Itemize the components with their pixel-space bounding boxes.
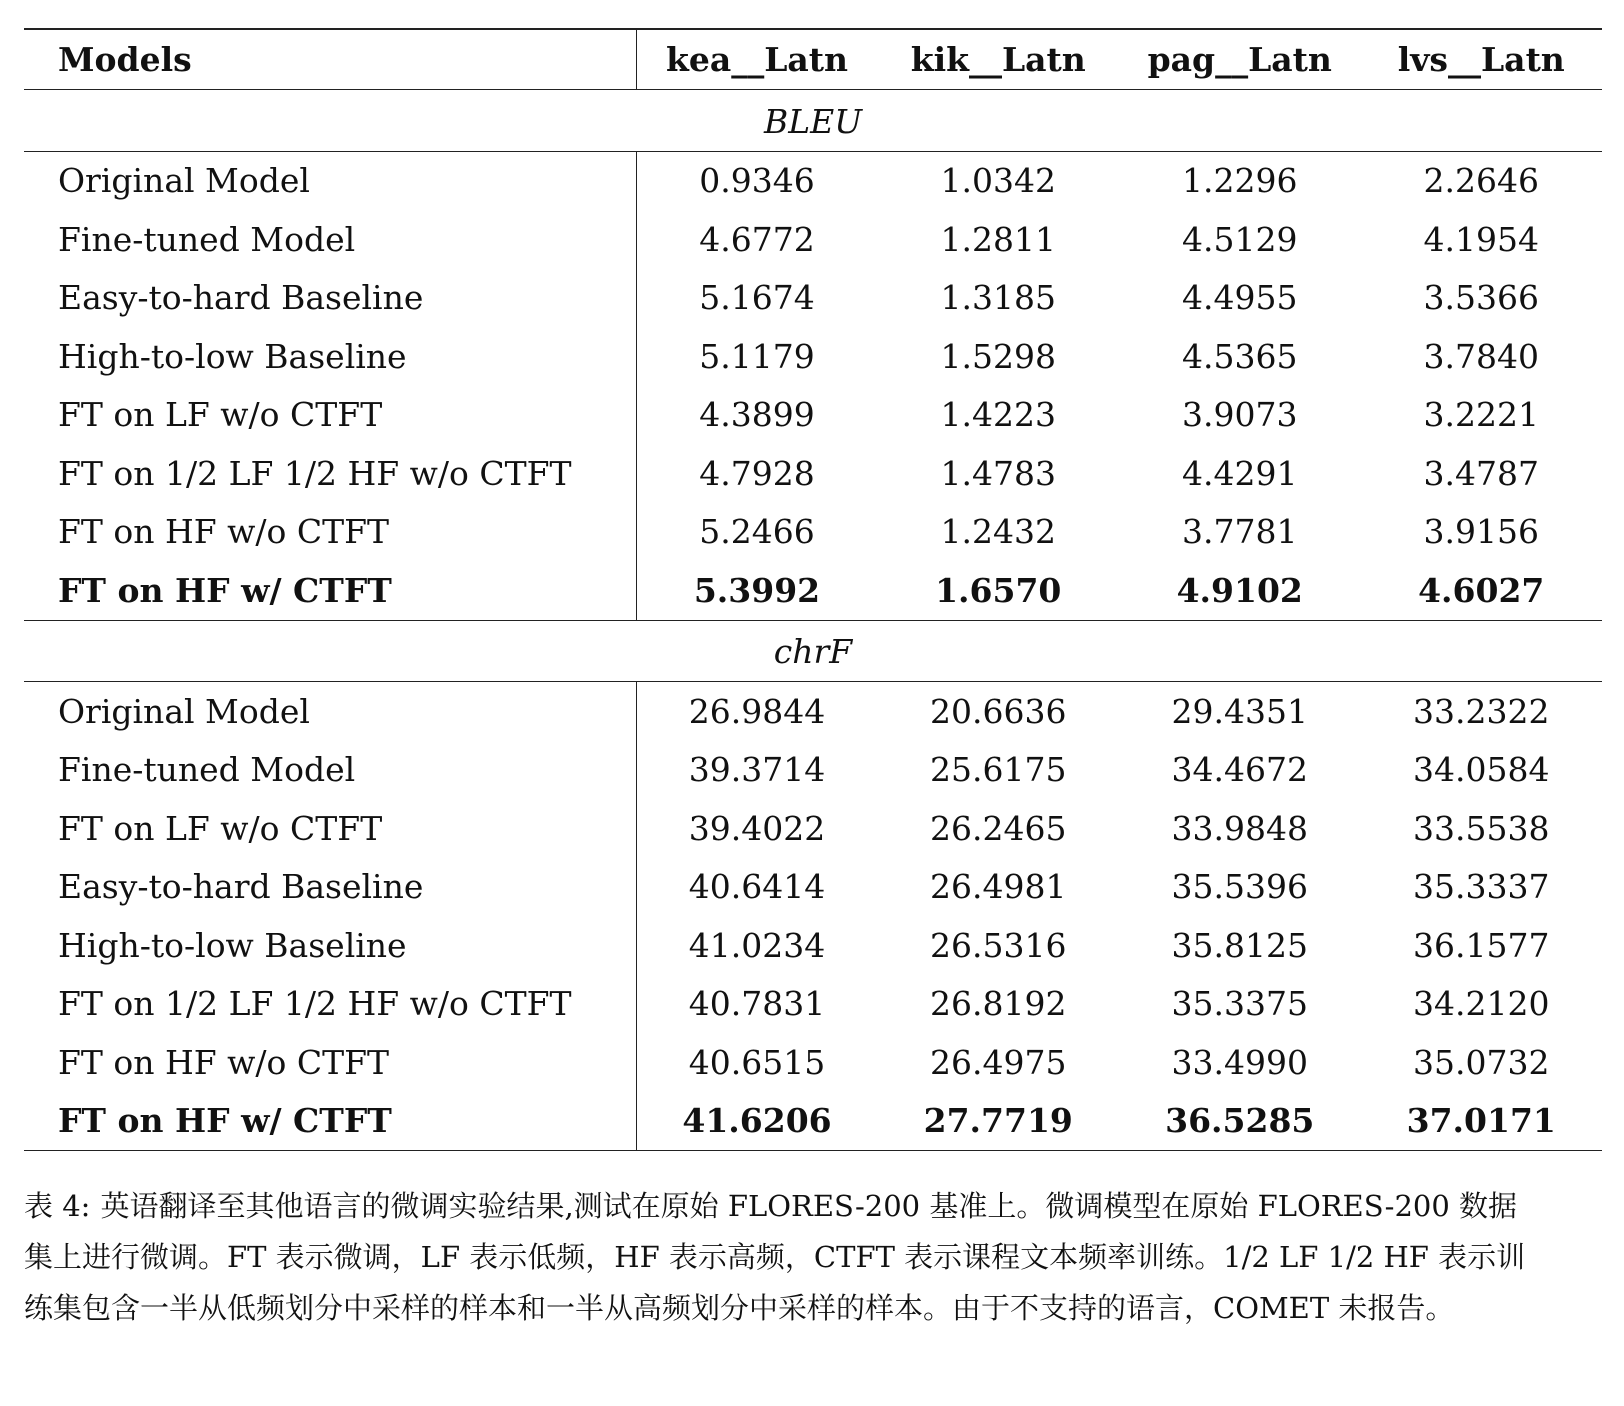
score-cell: 29.4351 — [1171, 691, 1308, 731]
table-row — [24, 975, 1602, 1034]
score-cell: 4.6772 — [699, 219, 815, 259]
score-cell: 26.4975 — [930, 1042, 1067, 1082]
table-row — [24, 327, 1602, 386]
table-row — [24, 151, 1602, 210]
score-cell: 36.1577 — [1413, 925, 1550, 965]
table-row — [24, 503, 1602, 562]
table-row — [24, 561, 1602, 620]
model-name-cell: FT on 1/2 LF 1/2 HF w/o CTFT — [24, 444, 636, 503]
score-cell: 1.2296 — [1182, 161, 1298, 201]
score-cell: 3.9156 — [1423, 512, 1539, 552]
score-cell: 40.6414 — [688, 867, 826, 907]
score-cell: 26.5316 — [930, 925, 1067, 965]
table-row — [24, 682, 1602, 741]
table-row — [24, 916, 1602, 975]
score-cell: 5.3992 — [636, 561, 878, 620]
score-cell: 37.0171 — [1361, 1092, 1603, 1151]
score-cell: 4.6027 — [1361, 561, 1603, 620]
score-cell: 4.3899 — [699, 395, 815, 435]
table-caption — [24, 1181, 1534, 1334]
model-name-cell: FT on HF w/ CTFT — [24, 561, 636, 620]
score-cell: 4.5365 — [1182, 336, 1298, 376]
model-name-cell: FT on HF w/o CTFT — [24, 1033, 636, 1092]
model-name-cell: High-to-low Baseline — [24, 916, 636, 975]
table-row — [24, 1033, 1602, 1092]
score-cell: 26.4981 — [930, 867, 1067, 907]
section-chrf — [24, 620, 1602, 1151]
column-header-pag: pag__Latn — [1119, 29, 1361, 90]
score-cell: 41.6206 — [636, 1092, 878, 1151]
score-cell: 20.6636 — [930, 691, 1067, 731]
score-cell: 35.0732 — [1413, 1042, 1550, 1082]
score-cell: 0.9346 — [699, 161, 815, 201]
table-row — [24, 741, 1602, 800]
table-row — [24, 858, 1602, 917]
score-cell: 3.2221 — [1423, 395, 1539, 435]
caption-label: 表 4: — [24, 1189, 91, 1223]
score-cell: 3.7840 — [1423, 336, 1539, 376]
score-cell: 36.5285 — [1119, 1092, 1361, 1151]
table-row — [24, 269, 1602, 328]
score-cell: 33.9848 — [1171, 808, 1308, 848]
score-cell: 3.7781 — [1182, 512, 1298, 552]
model-name-cell: FT on HF w/o CTFT — [24, 503, 636, 562]
section-header-row — [24, 620, 1602, 682]
score-cell: 26.9844 — [688, 691, 826, 731]
model-name-cell: FT on HF w/ CTFT — [24, 1092, 636, 1151]
score-cell: 41.0234 — [688, 925, 826, 965]
score-cell: 34.2120 — [1413, 984, 1550, 1024]
score-cell: 33.5538 — [1413, 808, 1550, 848]
model-name-cell: High-to-low Baseline — [24, 327, 636, 386]
score-cell: 1.2811 — [940, 219, 1056, 259]
score-cell: 39.3714 — [688, 750, 826, 790]
section-metric-label: chrF — [24, 620, 1602, 682]
score-cell: 4.9102 — [1119, 561, 1361, 620]
column-header-kik: kik__Latn — [878, 29, 1120, 90]
column-header-models: Models — [24, 29, 636, 90]
score-cell: 1.3185 — [940, 278, 1056, 318]
model-name-cell: FT on LF w/o CTFT — [24, 799, 636, 858]
score-cell: 1.4783 — [940, 453, 1056, 493]
score-cell: 26.2465 — [930, 808, 1067, 848]
score-cell: 35.3375 — [1171, 984, 1308, 1024]
model-name-cell: FT on LF w/o CTFT — [24, 386, 636, 445]
score-cell: 5.1674 — [699, 278, 815, 318]
score-cell: 4.4955 — [1182, 278, 1298, 318]
column-header-lvs: lvs__Latn — [1361, 29, 1603, 90]
score-cell: 35.3337 — [1413, 867, 1550, 907]
score-cell: 1.4223 — [940, 395, 1056, 435]
score-cell: 5.1179 — [699, 336, 815, 376]
score-cell: 39.4022 — [688, 808, 826, 848]
model-name-cell: Fine-tuned Model — [24, 741, 636, 800]
section-header-row — [24, 90, 1602, 152]
score-cell: 2.2646 — [1423, 161, 1539, 201]
model-name-cell: Easy-to-hard Baseline — [24, 858, 636, 917]
model-name-cell: Fine-tuned Model — [24, 210, 636, 269]
score-cell: 4.1954 — [1423, 219, 1539, 259]
section-metric-label: BLEU — [24, 90, 1602, 152]
header-row — [24, 29, 1602, 90]
score-cell: 33.4990 — [1171, 1042, 1308, 1082]
score-cell: 26.8192 — [930, 984, 1067, 1024]
model-name-cell: Original Model — [24, 151, 636, 210]
score-cell: 1.0342 — [940, 161, 1056, 201]
score-cell: 3.5366 — [1423, 278, 1539, 318]
score-cell: 4.5129 — [1182, 219, 1298, 259]
table-row — [24, 444, 1602, 503]
score-cell: 40.6515 — [688, 1042, 826, 1082]
score-cell: 34.4672 — [1171, 750, 1308, 790]
score-cell: 27.7719 — [878, 1092, 1120, 1151]
score-cell: 1.6570 — [878, 561, 1120, 620]
score-cell: 1.2432 — [940, 512, 1056, 552]
score-cell: 35.5396 — [1171, 867, 1308, 907]
score-cell: 34.0584 — [1413, 750, 1550, 790]
score-cell: 35.8125 — [1171, 925, 1308, 965]
table-row — [24, 799, 1602, 858]
document — [24, 28, 1602, 1334]
score-cell: 25.6175 — [930, 750, 1067, 790]
table-row — [24, 386, 1602, 445]
score-cell: 5.2466 — [699, 512, 815, 552]
score-cell: 3.9073 — [1182, 395, 1298, 435]
score-cell: 1.5298 — [940, 336, 1056, 376]
score-cell: 4.4291 — [1182, 453, 1298, 493]
score-cell: 33.2322 — [1413, 691, 1550, 731]
score-cell: 4.7928 — [699, 453, 815, 493]
table-row — [24, 210, 1602, 269]
results-table — [24, 28, 1602, 1151]
caption-text: 英语翻译至其他语言的微调实验结果,测试在原始 FLORES-200 基准上。微调模型在原始 FLORES-200 数据集上进行微调。FT 表示微调，LF 表示低频，HF 表示高频，CTFT 表示课程文本频率训练。1/2 LF 1/2 HF 表示训练集包含一半从低频划分中采样的样本和一半从高频划分中采样的样本。由于不支持的语言，COMET 未报告。 — [24, 1189, 1526, 1325]
model-name-cell: Easy-to-hard Baseline — [24, 269, 636, 328]
score-cell: 40.7831 — [688, 984, 826, 1024]
score-cell: 3.4787 — [1423, 453, 1539, 493]
model-name-cell: Original Model — [24, 682, 636, 741]
section-bleu — [24, 90, 1602, 621]
column-header-kea: kea__Latn — [636, 29, 878, 90]
table-row — [24, 1092, 1602, 1151]
model-name-cell: FT on 1/2 LF 1/2 HF w/o CTFT — [24, 975, 636, 1034]
